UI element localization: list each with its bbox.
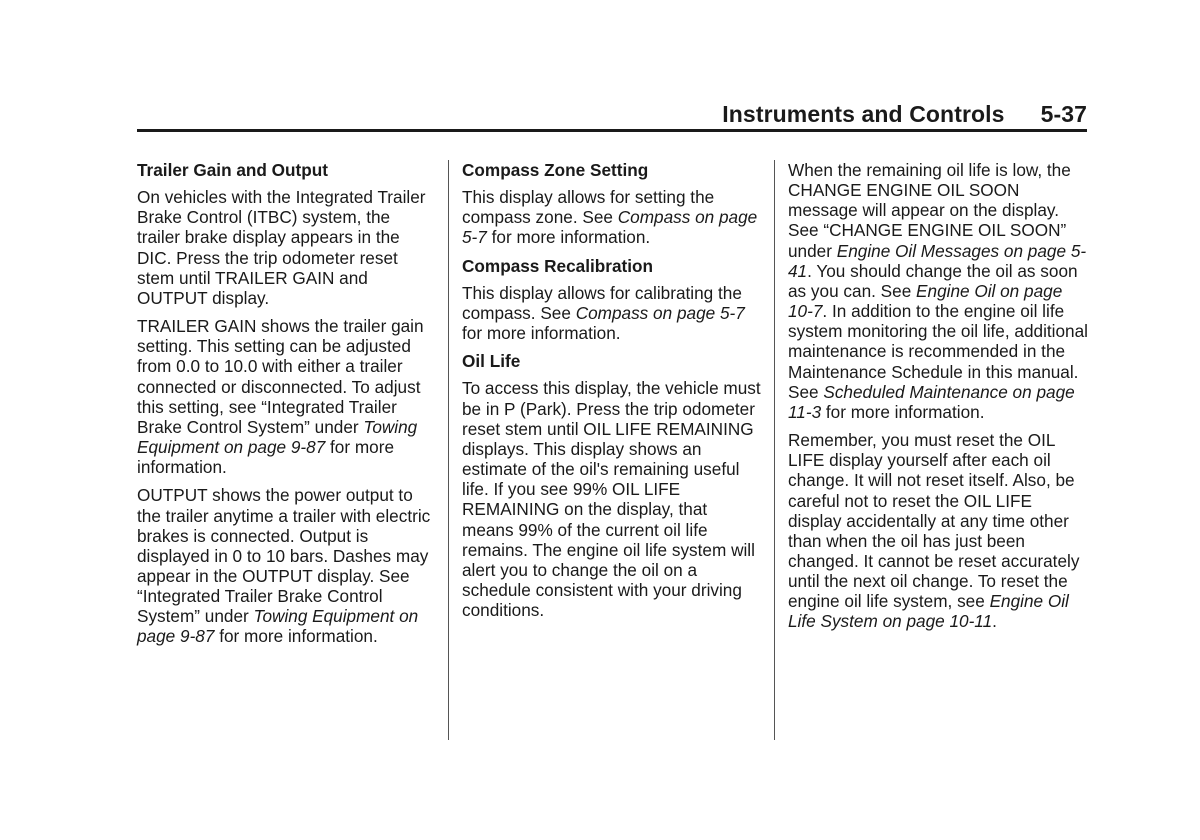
heading-compass-zone-setting: Compass Zone Setting (462, 160, 649, 180)
text: for more information. (137, 437, 395, 478)
header-text (722, 101, 1087, 128)
paragraph (462, 187, 762, 247)
paragraph (462, 283, 762, 343)
page-header (137, 98, 1087, 132)
text: for more information. (462, 323, 621, 344)
text: . You should change the oil as soon as you can. See (788, 260, 1078, 301)
text: When the remaining oil life is low, the CHANGE ENGINE OIL SOON message will appear on the display. See “CHANGE ENGINE OIL SOON” under (788, 160, 1071, 261)
column-right (788, 160, 1088, 640)
text: for more information. (214, 626, 378, 647)
section-title: Instruments and Controls (722, 101, 1005, 127)
cross-reference: Engine Oil on page 10-7 (788, 280, 1063, 322)
paragraph (788, 160, 1088, 422)
column-left (137, 160, 437, 655)
page-number: 5-37 (1040, 101, 1087, 127)
cross-reference: Compass on page 5-7 (462, 207, 758, 248)
text: . (992, 611, 997, 632)
cross-reference: Towing Equipment on page 9-87 (137, 606, 419, 647)
cross-reference: Scheduled Maintenance on page 11-3 (788, 381, 1075, 422)
heading-compass-recalibration: Compass Recalibration (462, 255, 654, 276)
text: OUTPUT shows the power output to the trailer anytime a trailer with electric brakes is connected. Output is displayed in 0 to 10 bars. Dashes may appear in the OUTPUT display. See “Integrated Trailer Brake Control System” under (137, 485, 431, 627)
text: Remember, you must reset the OIL LIFE display yourself after each oil change. It will not reset itself. Also, be careful not to reset the OIL LIFE display accidentally at any time other than when the oil has just been changed. It cannot be reset accurately until the next oil change. To reset the engine oil life system, see (788, 430, 1080, 612)
text: for more information. (821, 401, 985, 422)
paragraph: To access this display, the vehicle must be in P (Park). Press the trip odometer reset stem until OIL LIFE REMAINING displays. This display shows an estimate of the oil's remaining useful life. If you see 99% OIL LIFE REMAINING on the display, that means 99% of the current oil life remains. The engine oil life system will alert you to change the oil on a schedule consistent with your driving conditions. (462, 378, 761, 621)
paragraph: On vehicles with the Integrated Trailer Brake Control (ITBC) system, the trailer brake display appears in the DIC. Press the trip odometer reset stem until TRAILER GAIN and OUTPUT display. (137, 187, 426, 308)
column-divider (448, 160, 449, 740)
column-middle (462, 160, 762, 628)
text: This display allows for calibrating the compass. See (462, 282, 742, 323)
paragraph (137, 485, 437, 646)
cross-reference: Compass on page 5-7 (575, 302, 745, 323)
text: . In addition to the engine oil life system monitoring the oil life, additional maintenance is recommended in the Maintenance Schedule in this manual. See (788, 301, 1088, 402)
cross-reference: Engine Oil Life System on page 10-11 (788, 591, 1069, 632)
header-rule (137, 129, 1087, 132)
heading-oil-life: Oil Life (462, 351, 521, 372)
cross-reference: Engine Oil Messages on page 5-41 (788, 240, 1087, 281)
paragraph (788, 430, 1088, 632)
cross-reference: Towing Equipment on page 9-87 (137, 416, 418, 458)
heading-trailer-gain-output: Trailer Gain and Output (137, 160, 328, 180)
paragraph (137, 316, 437, 477)
text: for more information. (486, 227, 651, 248)
column-divider (774, 160, 775, 740)
text: This display allows for setting the compass zone. See (462, 187, 715, 228)
text: TRAILER GAIN shows the trailer gain setting. This setting can be adjusted from 0.0 to 10.0 with either a trailer connected or disconnected. To adjust this setting, see “Integrated Trailer Brake Control System” under (137, 316, 424, 437)
